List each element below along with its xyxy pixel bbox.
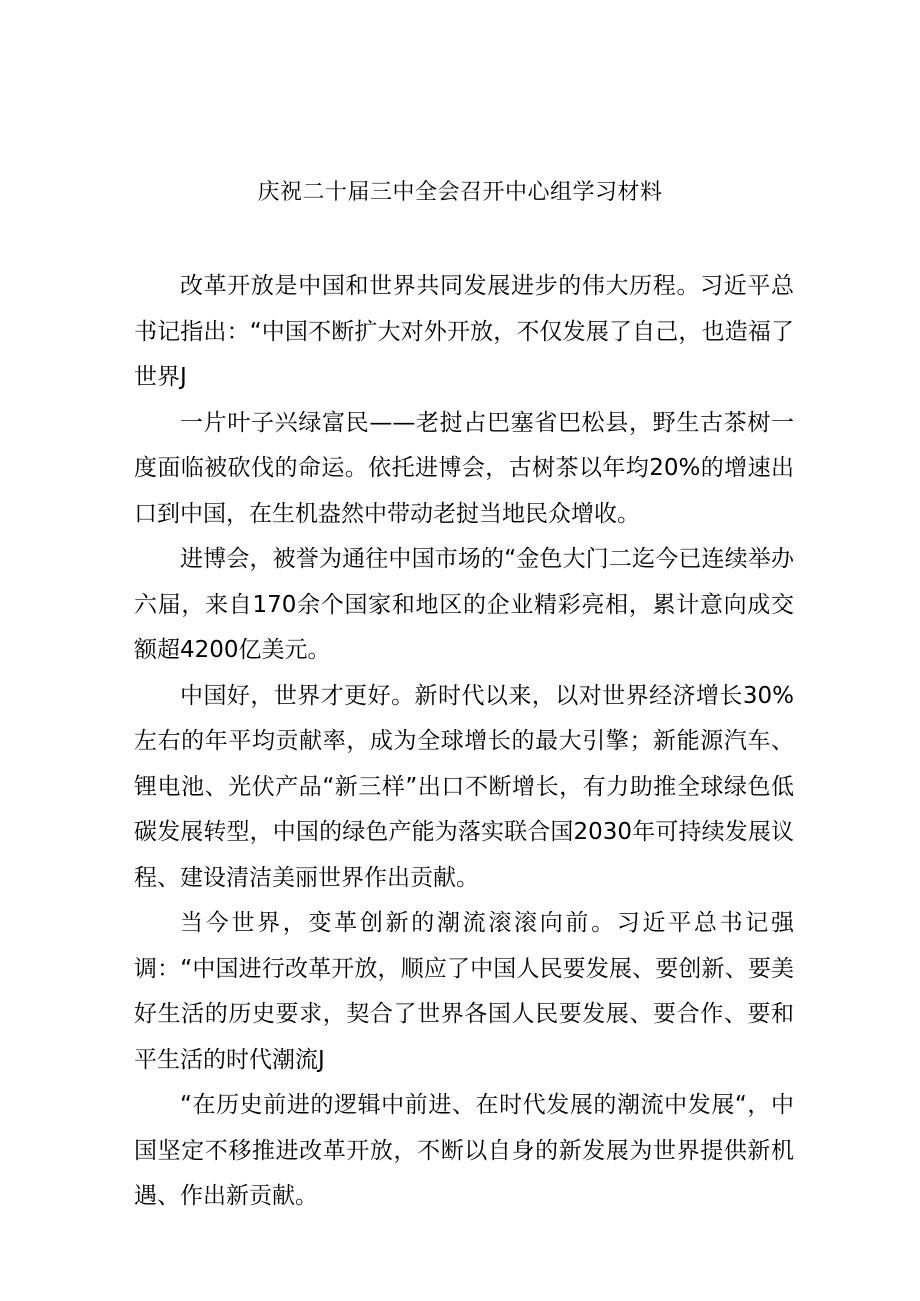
paragraph-6: “在历史前进的逻辑中前进、在时代发展的潮流中发展“，中国坚定不移推进改革开放，不断以自身的新发展为世界提供新机遇、作出新贡献。 — [134, 1092, 794, 1209]
paragraph-4: 中国好，世界才更好。新时代以来，以对世界经济增长30%左右的年平均贡献率，成为全球增长的最大引擎；新能源汽车、锂电池、光伏产品“新三样”出口不断增长，有力助推全球绿色低碳发展转型，中国的绿色产能为落实联合国2030年可持续发展议程、建设清洁美丽世界作出贡献。 — [134, 682, 794, 891]
document-body — [134, 264, 794, 1220]
paragraph-5: 当今世界，变革创新的潮流滚滚向前。习近平总书记强调：“中国进行改革开放，顺应了中国人民要发展、要创新、要美好生活的历史要求，契合了世界各国人民要发展、要合作、要和平生活的时代潮流J — [134, 910, 794, 1073]
paragraph-3: 进博会，被誉为通往中国市场的“金色大门二迄今已连续举办六届，来自170余个国家和地区的企业精彩亮相，累计意向成交额超4200亿美元。 — [134, 546, 794, 663]
paragraph-1: 改革开放是中国和世界共同发展进步的伟大历程。习近平总书记指出：“中国不断扩大对外开放，不仅发展了自己，也造福了世界J — [134, 273, 794, 390]
paragraph-2: 一片叶子兴绿富民——老挝占巴塞省巴松县，野生古茶树一度面临被砍伐的命运。依托进博会，古树茶以年均20%的增速出口到中国，在生机盎然中带动老挝当地民众增收。 — [134, 409, 794, 527]
document-title: 庆祝二十届三中全会召开中心组学习材料 — [257, 180, 663, 205]
